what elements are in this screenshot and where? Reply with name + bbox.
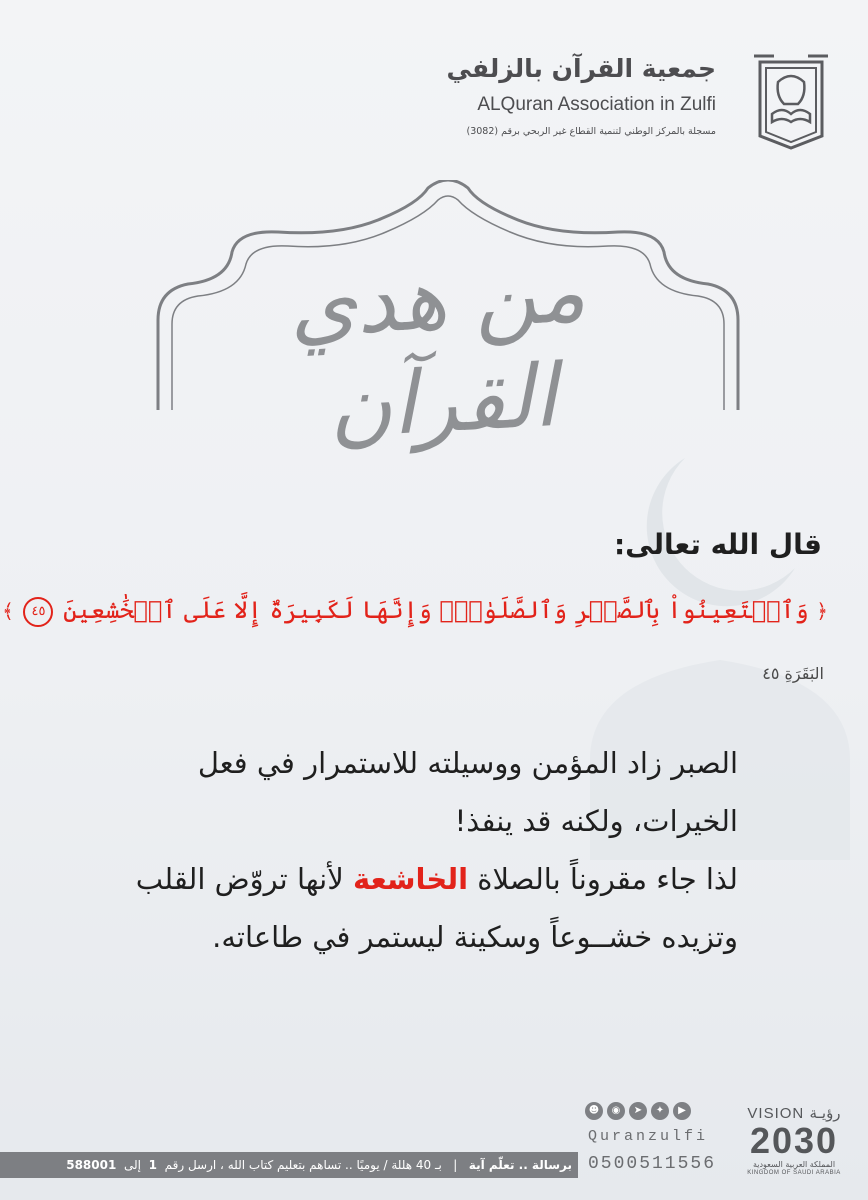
association-emblem-icon: [748, 48, 834, 152]
youtube-icon[interactable]: ▶: [673, 1102, 691, 1120]
instagram-icon[interactable]: ◉: [607, 1102, 625, 1120]
reflection-line-4: وتزيده خشــوعاً وسكينة ليستمر في طاعاته.: [212, 920, 738, 954]
vision-label-en: VISION: [747, 1105, 805, 1122]
calligraphy-title: من هدي القرآن: [286, 241, 589, 459]
verse-close-bracket: ﴾: [2, 599, 14, 623]
sms-subscription-bar: [0, 1152, 578, 1178]
sms-keyword: 1: [148, 1158, 157, 1172]
phone-number[interactable]: 0500511556: [588, 1154, 717, 1174]
sms-separator: |: [453, 1158, 458, 1172]
reflection-line-3-end: لأنها تروّض القلب: [135, 862, 353, 896]
reflection-line-1: الصبر زاد المؤمن ووسيلته للاستمرار في فعل: [197, 746, 738, 780]
reflection-line-3-start: لذا جاء مقروناً بالصلاة: [468, 862, 738, 896]
org-name-english: ALQuran Association in Zulfi: [477, 94, 716, 115]
vision-label-ar: رؤيـة: [809, 1105, 841, 1122]
vision-year: 2030: [749, 1120, 839, 1161]
reflection-line-3: [98, 850, 738, 908]
sms-rate-text: بـ 40 هللة / يوميًا .. تساهم بتعليم كتاب الله ، ارسل رقم: [164, 1158, 442, 1172]
sms-shortcode: 588001: [66, 1158, 117, 1172]
org-name-arabic: جمعية القرآن بالزلفي: [446, 54, 716, 83]
snapchat-icon[interactable]: ☻: [585, 1102, 603, 1120]
verse-open-bracket: ﴿: [816, 599, 828, 623]
twitter-icon[interactable]: ✦: [651, 1102, 669, 1120]
vision-2030-logo: [736, 1104, 852, 1184]
verse-text: وَٱسۡتَعِينُواْ بِٱلصَّبۡرِ وَٱلصَّلَوٰةِۚ وَإِنَّهَا لَكَبِيرَةٌ إِلَّا عَلَى ٱلۡخَٰشِعِينَ: [63, 596, 809, 624]
org-logo-block: [446, 48, 834, 158]
ksa-name-english: KINGDOM OF SAUDI ARABIA: [747, 1170, 841, 1176]
verse-number-badge: ٤٥: [23, 597, 53, 627]
reflection-line-2: الخيرات، ولكنه قد ينفذ!: [454, 804, 738, 838]
sms-headline: برسالة .. تعلّم آية: [468, 1158, 572, 1172]
social-handle[interactable]: Quranzulfi: [588, 1128, 709, 1145]
telegram-icon[interactable]: ➤: [629, 1102, 647, 1120]
quran-verse: [2, 596, 828, 627]
org-registration-note: مسجلة بالمركز الوطني لتنمية القطاع غير الربحي برقم (3082): [466, 126, 716, 137]
verse-intro: قال الله تعالى:: [613, 528, 822, 561]
ksa-name-arabic: المملكة العربية السعودية: [752, 1160, 836, 1169]
reflection-text: [98, 734, 738, 966]
sms-to-label: إلى: [123, 1158, 141, 1172]
verse-reference: البَقَرَةِ ٤٥: [762, 664, 824, 683]
highlighted-word: الخاشعة: [353, 862, 469, 896]
social-icons-row: [585, 1102, 720, 1122]
